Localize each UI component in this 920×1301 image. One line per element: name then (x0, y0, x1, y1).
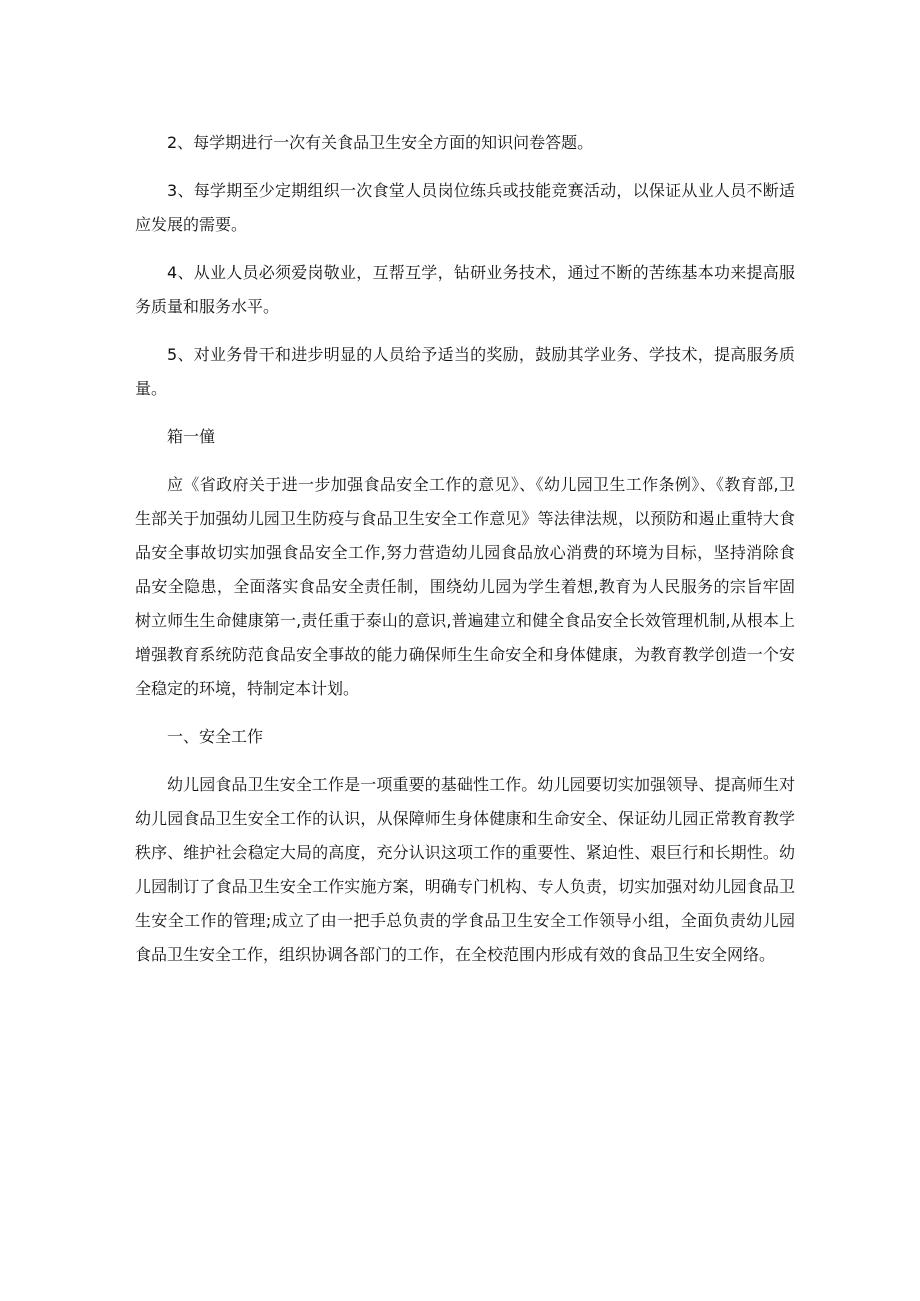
safety-work-paragraph: 幼儿园食品卫生安全工作是一项重要的基础性工作。幼儿园要切实加强领导、提高师生对幼儿园食品卫生安全工作的认识，从保障师生身体健康和生命安全、保证幼儿园正常教育教学秩序、维护社会稳定大局的高度，充分认识这项工作的重要性、紧迫性、艰巨行和长期性。幼儿园制订了食品卫生安全工作实施方案，明确专门机构、专人负责，切实加强对幼儿园食品卫生安全工作的管理;成立了由一把手总负责的学食品卫生安全工作领导小组，全面负责幼儿园食品卫生安全工作，组织协调各部门的工作，在全校范围内形成有效的食品卫生安全网络。 (135, 775, 795, 964)
intro-paragraph: 应《省政府关于进一步加强食品安全工作的意见》、《幼儿园卫生工作条例》、《教育部,卫生部关于加强幼儿园卫生防疫与食品卫生安全工作意见》等法律法规，以预防和遏止重特大食品安全事故切实加强食品安全工作,努力营造幼儿园食品放心消费的环境为目标，坚持消除食品安全隐患，全面落实食品安全责任制，围绕幼儿园为学生着想,教育为人民服务的宗旨牢固树立师生生命健康第一,责任重于泰山的意识,普遍建立和健全食品安全长效管理机制,从根本上增强教育系统防范食品安全事故的能力确保师生生命安全和身体健康，为教育教学创造一个安全稳定的环境，特制定本计划。 (135, 475, 795, 698)
document-body (135, 126, 795, 986)
section-title: 箱一僮 (167, 427, 216, 446)
paragraph-item-4: 4、从业人员必须爱岗敬业，互帮互学，钻研业务技术，通过不断的苦练基本功来提高服务质量和服务水平。 (135, 263, 795, 316)
paragraph-item-3: 3、每学期至少定期组织一次食堂人员岗位练兵或技能竞赛活动，以保证从业人员不断适应发展的需要。 (135, 181, 795, 234)
section-heading-safety-work: 一、安全工作 (167, 727, 264, 746)
paragraph-item-5: 5、对业务骨干和进步明显的人员给予适当的奖励，鼓励其学业务、学技术，提高服务质量。 (135, 345, 795, 398)
paragraph-item-2: 2、每学期进行一次有关食品卫生安全方面的知识问卷答题。 (167, 133, 594, 152)
